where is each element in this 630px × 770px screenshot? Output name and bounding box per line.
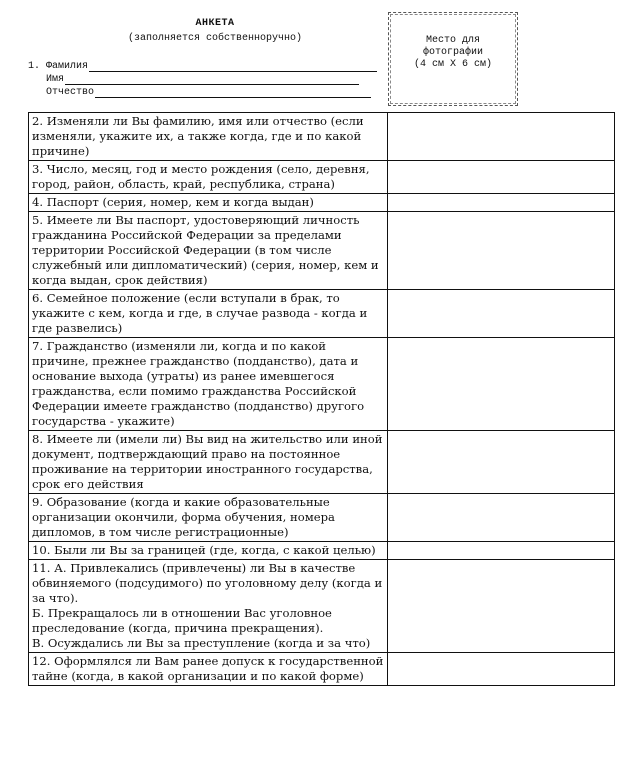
answer-cell[interactable]	[388, 494, 615, 542]
name-label: Имя	[28, 74, 65, 85]
table-row	[29, 494, 615, 542]
photo-text-line3: (4 см Х 6 см)	[413, 59, 492, 70]
name-line[interactable]	[65, 74, 359, 85]
form-subtitle: (заполняется собственноручно)	[127, 33, 303, 44]
answer-cell[interactable]	[388, 338, 615, 431]
patronymic-line[interactable]	[95, 87, 371, 98]
question-cell: 4. Паспорт (серия, номер, кем и когда выдан)	[29, 194, 388, 212]
answer-cell[interactable]	[388, 113, 615, 161]
answer-cell[interactable]	[388, 560, 615, 653]
table-row	[29, 161, 615, 194]
table-row	[29, 653, 615, 686]
name-field[interactable]	[28, 74, 359, 85]
surname-line[interactable]	[89, 61, 377, 72]
answer-cell[interactable]	[388, 542, 615, 560]
table-row	[29, 560, 615, 653]
answer-cell[interactable]	[388, 431, 615, 494]
question-cell: 3. Число, месяц, год и место рождения (село, деревня, город, район, область, край, республика, страна)	[29, 161, 388, 194]
surname-field[interactable]	[28, 61, 377, 72]
question-cell: 12. Оформлялся ли Вам ранее допуск к государственной тайне (когда, в какой организации и по какой форме)	[29, 653, 388, 686]
question-cell: 8. Имеете ли (имели ли) Вы вид на жительство или иной документ, подтверждающий право на постоянное проживание на территории иностранного государства, срок его действия	[29, 431, 388, 494]
patronymic-label: Отчество	[28, 87, 95, 98]
surname-label: 1. Фамилия	[28, 61, 89, 72]
table-row	[29, 212, 615, 290]
photo-text-line1: Место для	[425, 35, 480, 46]
answer-cell[interactable]	[388, 653, 615, 686]
photo-text-line2: фотографии	[422, 47, 483, 58]
question-cell: 5. Имеете ли Вы паспорт, удостоверяющий личность гражданина Российской Федерации за пределами территории Российской Федерации (в том числе служебный или дипломатический) (серия, номер, кем и когда выдан, срок действия)	[29, 212, 388, 290]
answer-cell[interactable]	[388, 194, 615, 212]
questionnaire-table	[28, 112, 615, 686]
question-cell: 11. А. Привлекались (привлечены) ли Вы в качестве обвиняемого (подсудимого) по уголовному делу (когда и за что). Б. Прекращалось ли в отношении Вас уголовное преследование (когда, причина прекращения). В. Осуждались ли Вы за преступление (когда и за что)	[29, 560, 388, 653]
answer-cell[interactable]	[388, 290, 615, 338]
table-row	[29, 194, 615, 212]
table-row	[29, 290, 615, 338]
form-title: АНКЕТА	[195, 18, 235, 29]
question-cell: 2. Изменяли ли Вы фамилию, имя или отчество (если изменяли, укажите их, а также когда, где и по какой причине)	[29, 113, 388, 161]
table-row	[29, 113, 615, 161]
question-cell: 7. Гражданство (изменяли ли, когда и по какой причине, прежнее гражданство (подданство), дата и основание выхода (утраты) из ранее имевшегося гражданства, если помимо гражданства Российской Федерации имеете гражданство (подданство) другого государства - укажите)	[29, 338, 388, 431]
table-row	[29, 542, 615, 560]
question-cell: 10. Были ли Вы за границей (где, когда, с какой целью)	[29, 542, 388, 560]
patronymic-field[interactable]	[28, 87, 371, 98]
answer-cell[interactable]	[388, 161, 615, 194]
question-cell: 9. Образование (когда и какие образовательные организации окончили, форма обучения, номера дипломов, в том числе регистрационные)	[29, 494, 388, 542]
table-row	[29, 338, 615, 431]
photo-placeholder	[388, 12, 518, 106]
question-cell: 6. Семейное положение (если вступали в брак, то укажите с кем, когда и где, в случае развода - когда и где развелись)	[29, 290, 388, 338]
answer-cell[interactable]	[388, 212, 615, 290]
table-row	[29, 431, 615, 494]
